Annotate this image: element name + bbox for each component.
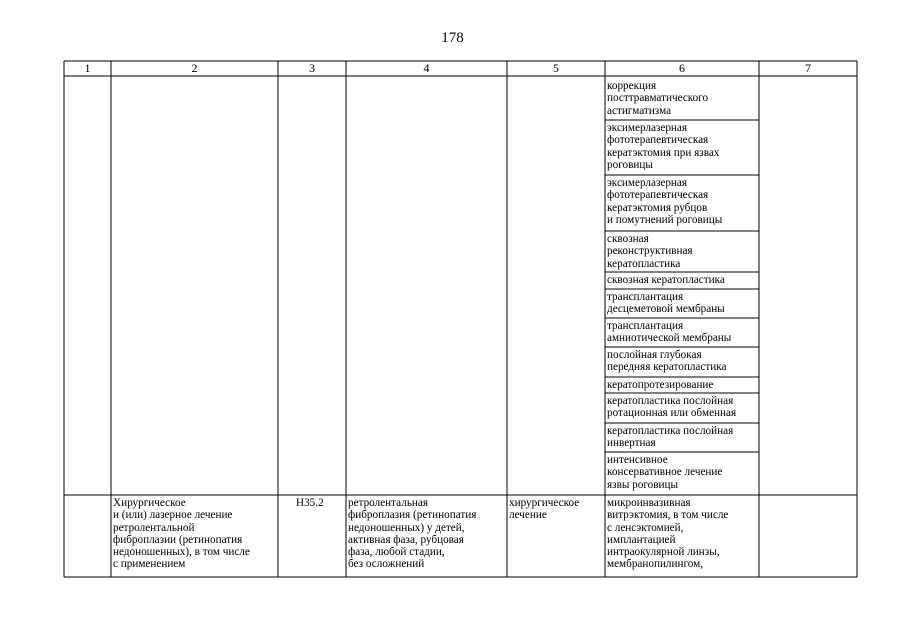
method-cell: сквозная реконструктивная кератопластика xyxy=(607,233,693,270)
column-header-4: 4 xyxy=(423,61,430,75)
diagnosis-code: H35.2 xyxy=(296,497,324,509)
method-cell: кератопротезирование xyxy=(607,379,714,391)
column-header-3: 3 xyxy=(309,61,315,75)
method-cell: кератопластика послойная ротационная или обменная xyxy=(607,395,737,420)
method-cell: коррекция посттравматического астигматизма xyxy=(607,80,709,117)
method-cell: трансплантация амниотической мембраны xyxy=(607,320,732,345)
method-cell: кератопластика послойная инвертная xyxy=(607,425,734,450)
method-cell: сквозная кератопластика xyxy=(607,274,725,286)
column-header-1: 1 xyxy=(84,61,91,75)
treatment-type-cell: хирургическое лечение xyxy=(509,497,580,522)
column-header-5: 5 xyxy=(553,61,559,75)
method-cell: интенсивное консервативное лечение язвы роговицы xyxy=(607,454,723,491)
method-cell: микроинвазивная витрэктомия, в том числе с ленсэктомией, имплантацией интраокулярной линзы, мембранопилингом, xyxy=(607,497,729,571)
row-name-cell: Хирургическое и (или) лазерное лечение ретролентальной фиброплазии (ретинопатия недоношенных), в том числе с применением xyxy=(113,497,250,571)
column-header-6: 6 xyxy=(679,61,685,75)
column-header-7: 7 xyxy=(805,61,811,75)
patient-model-cell: ретролентальная фиброплазия (ретинопатия недоношенных) у детей, активная фаза, рубцовая фаза, любой стадии, без осложнений xyxy=(348,497,477,571)
method-cell: трансплантация десцеметовой мембраны xyxy=(607,291,725,316)
column-header-2: 2 xyxy=(191,61,198,75)
page-number: 178 xyxy=(441,30,464,46)
method-cell: послойная глубокая передняя кератопластика xyxy=(607,349,727,374)
method-cell: эксимерлазерная фототерапевтическая кератэктомия при язвах роговицы xyxy=(607,122,720,171)
method-cell: эксимерлазерная фототерапевтическая кератэктомия рубцов и помутнений роговицы xyxy=(607,177,723,226)
